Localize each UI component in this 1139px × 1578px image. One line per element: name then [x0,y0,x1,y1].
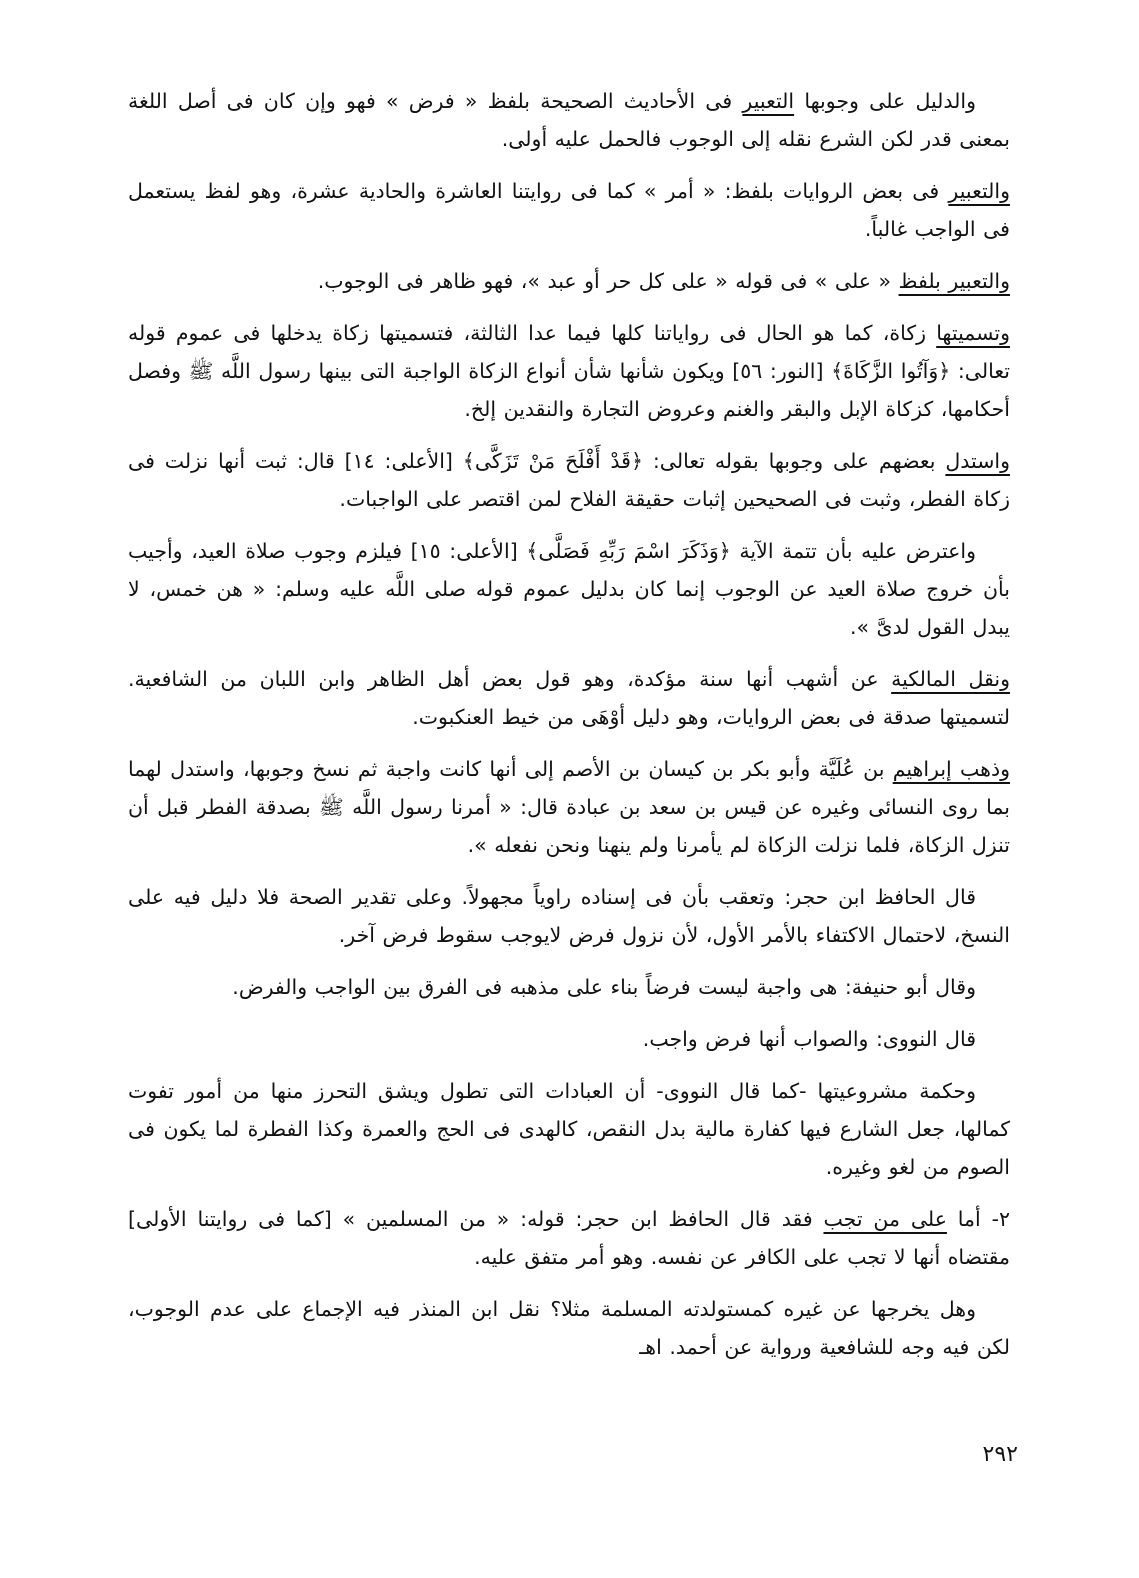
paragraph-2: والتعبير فى بعض الروايات بلفظ: « أمر » كما فى روايتنا العاشرة والحادية عشرة، وهو لفظ يستعمل فى الواجب غالباً. [128,179,1010,241]
paragraph-8: وذهب إبراهيم بن عُلَيَّة وأبو بكر بن كيسان بن الأصم إلى أنها كانت واجبة ثم نسخ وجوبها، واستدل لهما بما روى النسائى وغيره عن قيس بن سعد بن عبادة قال: « أمرنا رسول اللَّه ﷺ بصدقة الفطر قبل أن تنزل الزكاة، فلما نزلت الزكاة لم يأمرنا ولم ينهنا ونحن نفعله ». [128,757,1010,857]
paragraph-4: وتسميتها زكاة، كما هو الحال فى رواياتنا كلها فيما عدا الثالثة، فتسميتها زكاة يدخلها فى عموم قوله تعالى: ﴿وَآتُوا الزَّكَاةَ﴾ [النور: ٥٦] ويكون شأنها شأن أنواع الزكاة الواجبة التى بينها رسول اللَّه ﷺ وفصل أحكامها، كزكاة الإبل والبقر والغنم وعروض التجارة والنقدين إلخ. [128,321,1010,421]
paragraph-13: ٢- أما على من تجب فقد قال الحافظ ابن حجر: قوله: « من المسلمين » [كما فى روايتنا الأولى] مقتضاه أنها لا تجب على الكافر عن نفسه. وهو أمر متفق عليه. [128,1207,1010,1269]
underlined-term: والتعبير [948,179,1010,203]
paragraph-7: ونقل المالكية عن أشهب أنها سنة مؤكدة، وهو قول بعض أهل الظاهر وابن اللبان من الشافعية. لتسميتها صدقة فى بعض الروايات، وهو دليل أوْهَى من خيط العنكبوت. [128,667,1010,729]
underlined-term: والتعبير بلفظ [898,269,1010,293]
paragraph-11: قال النووى: والصواب أنها فرض واجب. [642,1027,976,1051]
underlined-term: وذهب إبراهيم [892,757,1010,781]
paragraph-14: وهل يخرجها عن غيره كمستولدته المسلمة مثلا؟ نقل ابن المنذر فيه الإجماع على عدم الوجوب، لكن فيه وجه للشافعية ورواية عن أحمد. اهـ [128,1297,1010,1359]
paragraph-5: واستدل بعضهم على وجوبها بقوله تعالى: ﴿قَدْ أَفْلَحَ مَنْ تَزَكَّى﴾ [الأعلى: ١٤] قال: ثبت أنها نزلت فى زكاة الفطر، وثبت فى الصحيحين إثبات حقيقة الفلاح لمن اقتصر على الواجبات. [128,449,1010,511]
paragraph-6: واعترض عليه بأن تتمة الآية ﴿وَذَكَرَ اسْمَ رَبِّهِ فَصَلَّى﴾ [الأعلى: ١٥] فيلزم وجوب صلاة العيد، وأجيب بأن خروج صلاة العيد عن الوجوب إنما كان بدليل عموم قوله صلى اللَّه عليه وسلم: « هن خمس، لا يبدل القول لدىَّ ». [128,539,1010,639]
page-body [128,82,1010,1380]
underlined-term: ونقل المالكية [891,667,1010,691]
paragraph-9: قال الحافظ ابن حجر: وتعقب بأن فى إسناده راوياً مجهولاً. وعلى تقدير الصحة فلا دليل فيه على النسخ، لاحتمال الاكتفاء بالأمر الأول، لأن نزول فرض لايوجب سقوط فرض آخر. [128,885,1010,947]
underlined-term: التعبير [742,89,795,113]
paragraph-1: والدليل على وجوبها التعبير فى الأحاديث الصحيحة بلفظ « فرض » فهو وإن كان فى أصل اللغة بمعنى قدر لكن الشرع نقله إلى الوجوب فالحمل عليه أولى. [128,89,1010,151]
page-number: ٢٩٢ [982,1442,1018,1467]
paragraph-3: والتعبير بلفظ « على » فى قوله « على كل حر أو عبد »، فهو ظاهر فى الوجوب. [317,269,1010,293]
paragraph-12: وحكمة مشروعيتها -كما قال النووى- أن العبادات التى تطول ويشق التحرز منها من أمور تفوت كمالها، جعل الشارع فيها كفارة مالية بدل النقص، كالهدى فى الحج والعمرة وكذا الفطرة لما يكون فى الصوم من لغو وغيره. [128,1079,1010,1179]
underlined-term: واستدل [945,449,1010,473]
paragraph-10: وقال أبو حنيفة: هى واجبة ليست فرضاً بناء على مذهبه فى الفرق بين الواجب والفرض. [232,975,976,999]
underlined-term: وتسميتها [936,321,1010,345]
underlined-term: على من تجب [823,1207,947,1231]
